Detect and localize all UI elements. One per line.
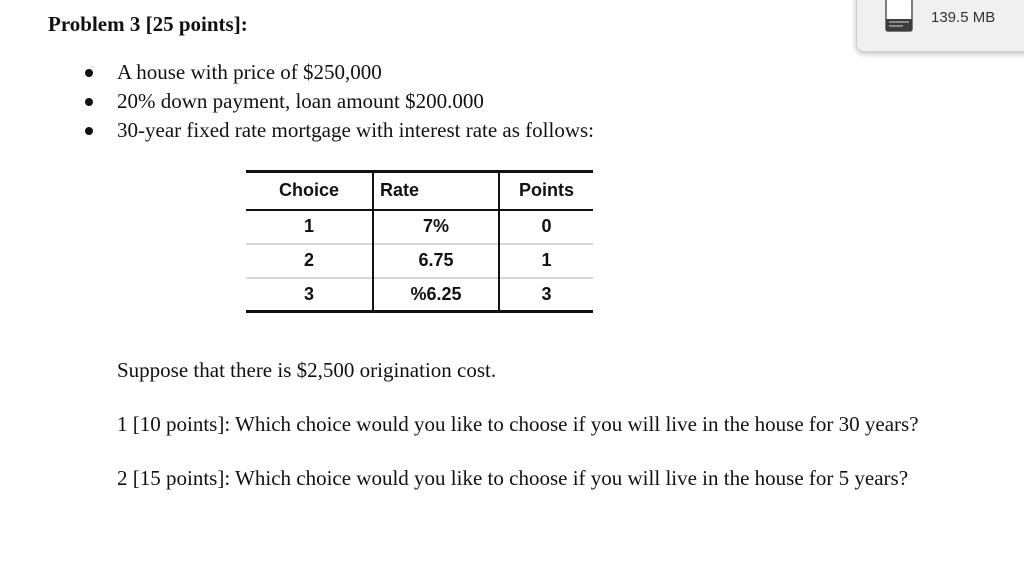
bullet-item bbox=[0, 87, 594, 116]
cell-choice: 3 bbox=[246, 278, 373, 312]
bullet-text: 30-year fixed rate mortgage with interest rate as follows: bbox=[117, 118, 594, 142]
cell-rate: 7% bbox=[373, 210, 499, 244]
file-icon bbox=[883, 0, 915, 33]
table-row bbox=[246, 244, 593, 278]
bullet-item bbox=[0, 116, 594, 145]
cell-points: 0 bbox=[541, 216, 552, 236]
table-row bbox=[246, 278, 593, 312]
table-row bbox=[246, 210, 593, 244]
bullet-text: A house with price of $250,000 bbox=[117, 60, 382, 84]
question-2: 2 [15 points]: Which choice would you like to choose if you will live in the house for 5 years? bbox=[117, 466, 909, 490]
cell-points: 3 bbox=[499, 278, 593, 312]
cell-points: 1 bbox=[499, 244, 593, 278]
origination-text: Suppose that there is $2,500 origination cost. bbox=[117, 358, 497, 382]
table-header-row bbox=[246, 172, 593, 210]
header-choice: Choice bbox=[246, 172, 373, 210]
cell-choice: 1 bbox=[246, 210, 373, 244]
bullet-icon bbox=[85, 127, 93, 135]
cell-rate: %6.25 bbox=[373, 278, 499, 312]
question-1: 1 [10 points]: Which choice would you like to choose if you will live in the house for 30 years? bbox=[117, 412, 919, 436]
header-rate: Rate bbox=[373, 172, 499, 210]
bullet-icon bbox=[85, 69, 93, 77]
file-size: 139.5 MB bbox=[931, 9, 996, 26]
rates-table bbox=[246, 170, 593, 313]
bullet-list bbox=[0, 58, 594, 145]
bullet-text: 20% down payment, loan amount $200.000 bbox=[117, 89, 484, 113]
cell-choice: 2 bbox=[246, 244, 373, 278]
header-points: Points bbox=[499, 172, 593, 210]
bullet-item bbox=[0, 58, 594, 87]
download-popup[interactable] bbox=[856, 0, 1024, 52]
cell-rate: 6.75 bbox=[373, 244, 499, 278]
bullet-icon bbox=[85, 98, 93, 106]
problem-title: Problem 3 [25 points]: bbox=[48, 12, 248, 36]
